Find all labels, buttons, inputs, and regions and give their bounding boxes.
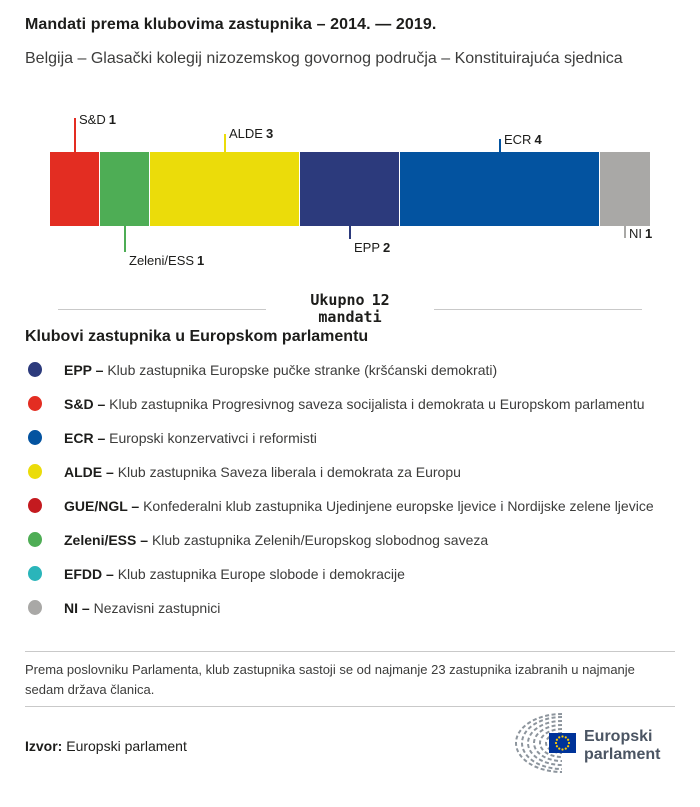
callout-tick [624,226,626,238]
callout-label: S&D 1 [79,112,116,127]
legend-dot-icon [28,362,42,377]
total-divider-left [58,309,266,310]
source-divider [25,706,675,707]
european-parliament-logo [510,713,675,778]
callout-tick [499,139,501,152]
source-text [25,738,187,754]
callout-label: Zeleni/ESS 1 [129,253,205,268]
callout-tick [224,134,226,152]
seats-bar-chart [0,106,700,278]
source-value: Europski parlament [66,737,187,754]
total-unit: mandati [318,308,382,326]
logo-text-line2: parlament [584,746,661,763]
legend-dot-icon [28,600,42,615]
legend-item-text: S&D – Klub zastupnika Progresivnog saveza socijalista i demokrata u Europskom parlamentu [64,395,645,412]
stacked-bar [50,152,650,226]
callout-tick [349,226,351,239]
legend-item [25,430,675,445]
callout-tick [74,118,76,152]
bar-segment-alde [150,152,300,226]
legend-heading: Klubovi zastupnika u Europskom parlamentu [25,328,369,345]
page-title: Mandati prema klubovima zastupnika – 2014. — 2019. [25,16,437,33]
legend-dot-icon [28,430,42,445]
legend-item-text: ECR – Europski konzervativci i reformisti [64,429,317,446]
legend-dot-icon [28,396,42,411]
legend-item-text: NI – Nezavisni zastupnici [64,599,221,616]
total-divider-right [434,309,642,310]
total-word: Ukupno [310,291,365,309]
legend-dot-icon [28,532,42,547]
legend-item-text: GUE/NGL – Konfederalni klub zastupnika Ujedinjene europske ljevice i Nordijske zelene ljevice [64,497,654,514]
callout-label: ECR 4 [504,132,542,147]
callout-label: EPP 2 [354,240,391,255]
legend-item-text: ALDE – Klub zastupnika Saveza liberala i demokrata za Europu [64,463,461,480]
bar-segment-ecr [400,152,600,226]
legend-item [25,464,675,479]
bar-segment-ni [600,152,650,226]
bar-segment-epp [300,152,400,226]
legend-item [25,498,675,513]
source-row [0,713,700,778]
bar-segment-s-d [50,152,100,226]
legend-item-text: EPP – Klub zastupnika Europske pučke stranke (kršćanski demokrati) [64,361,498,378]
legend-dot-icon [28,566,42,581]
footnote-divider [25,651,675,652]
legend-item [25,600,675,615]
legend-item [25,362,675,377]
legend-dot-icon [28,498,42,513]
total-seats [0,292,700,326]
legend-item [25,566,675,581]
callout-label: ALDE 3 [229,126,274,141]
legend-item [25,532,675,547]
callout-label: NI 1 [629,226,653,241]
logo-text-line1: Europski [584,728,653,745]
legend-dot-icon [28,464,42,479]
source-label: Izvor: [25,737,63,754]
legend-item-text: Zeleni/ESS – Klub zastupnika Zelenih/Europskog slobodnog saveza [64,531,489,548]
bar-segment-zeleni-ess [100,152,150,226]
total-seats-label [290,292,410,326]
callout-tick [124,226,126,252]
page-subtitle: Belgija – Glasački kolegij nizozemskog govornog područja – Konstituirajuća sjednica [25,50,623,67]
legend-item [25,396,675,411]
eu-flag-icon [549,733,576,753]
total-value: 12 [371,291,390,309]
legend-item-text: EFDD – Klub zastupnika Europe slobode i demokracije [64,565,405,582]
footnote: Prema poslovniku Parlamenta, klub zastupnika sastoji se od najmanje 23 zastupnika izabranih u najmanje sedam država članica. [25,662,635,697]
legend-list [25,362,675,615]
